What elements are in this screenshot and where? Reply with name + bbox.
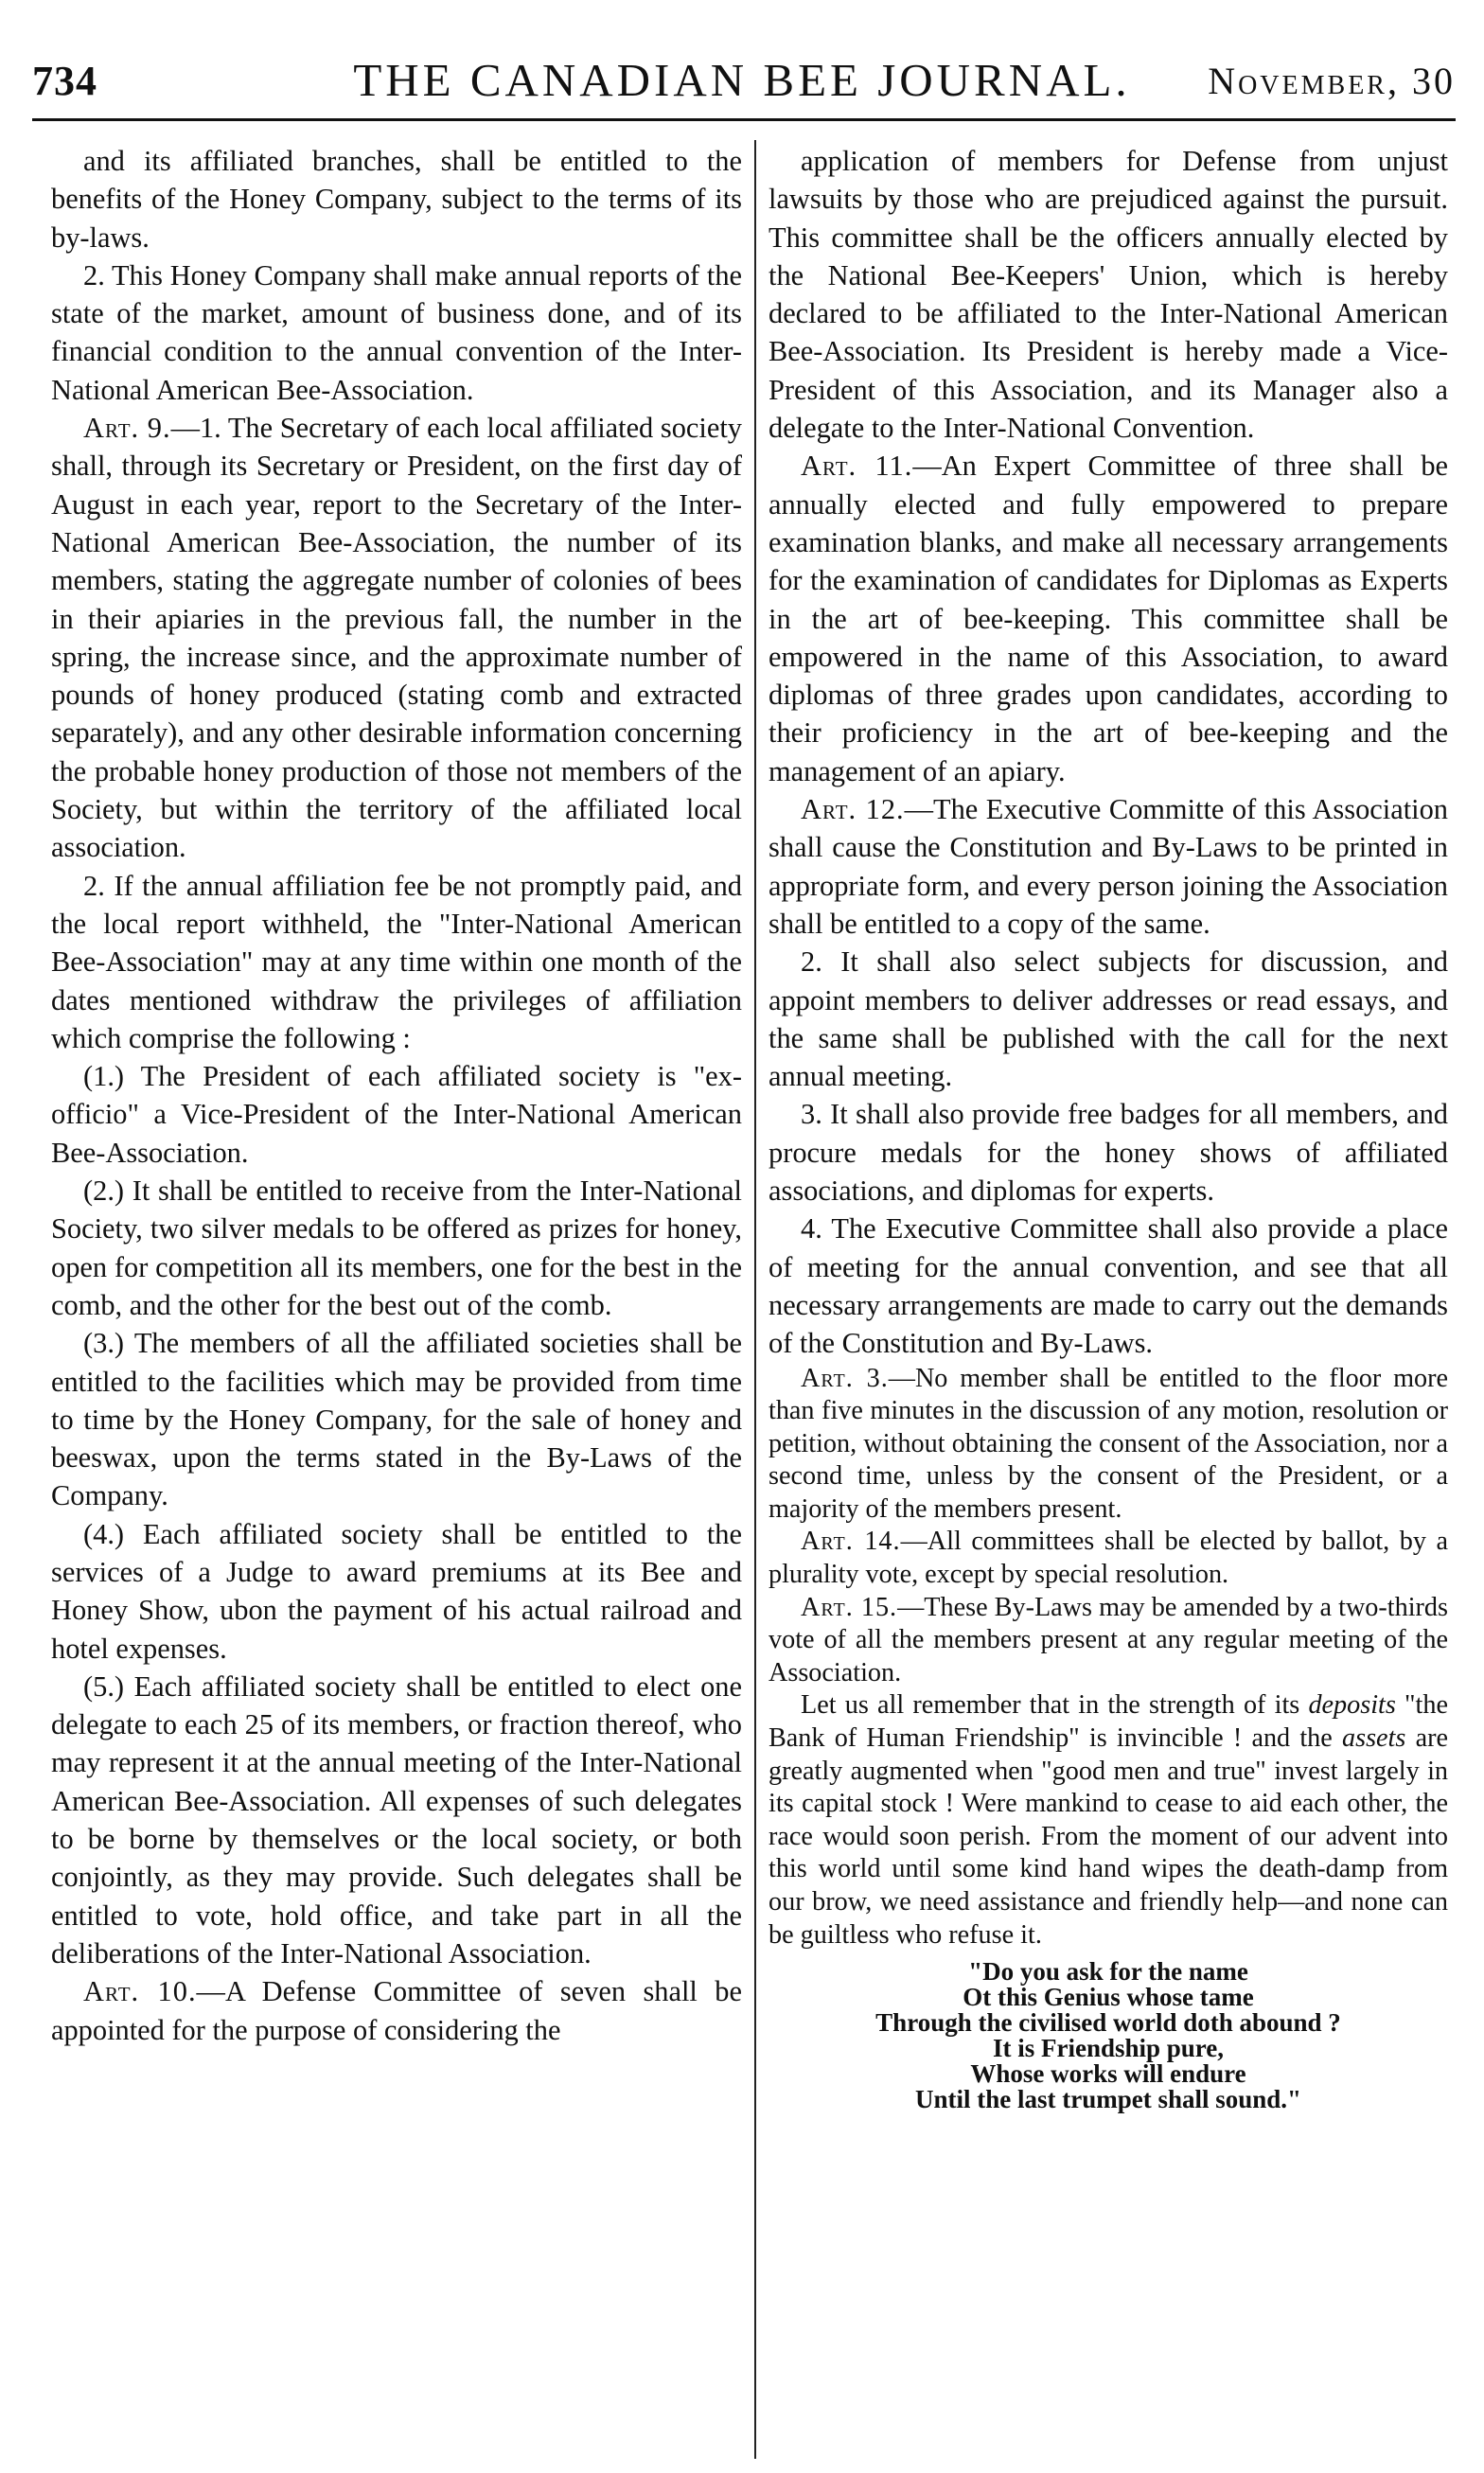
page-number: 734 [32, 58, 97, 104]
article-label: Art. 14. [801, 1527, 901, 1557]
paragraph [51, 142, 742, 256]
column-divider [754, 140, 756, 2459]
closing-text-after: are greatly augmented when "good men and true" invest largely in its capital stock ! Were mankind to cease to aid each other, the race would soon perish. From the moment of our advent into this world until some kind hand wipes the death-damp from our brow, we need assistance and friendly help—and none can be guiltless who refuse it. [768, 1723, 1448, 1950]
paragraph [51, 1668, 742, 1972]
poem-line: "Do you ask for the name [968, 1957, 1248, 1987]
paragraph [768, 1592, 1448, 1690]
article-label: Art. 10. [83, 1975, 197, 2008]
paragraph [51, 1172, 742, 1324]
journal-title: THE CANADIAN BEE JOURNAL. [353, 54, 1131, 106]
poem-line: Whose works will endure [970, 2059, 1246, 2089]
closing-paragraph [768, 1689, 1448, 1952]
paragraph [51, 1057, 742, 1172]
deposits-word: deposits [1308, 1690, 1396, 1721]
closing-text-middle: "the Bank of Human Friendship" is invincible ! and the [768, 1690, 1448, 1754]
article-label: Art. 11. [801, 450, 913, 483]
paragraph-text: 4. The Executive Committee shall also provide a place of meeting for the annual convention, and see that all necessary arrangements are made to carry out the demands of the Constitution and By-Laws. [768, 1212, 1448, 1360]
article-label: Art. 12. [801, 793, 905, 826]
paragraph [768, 142, 1448, 447]
paragraph-text: application of members for Defense from unjust lawsuits by those who are prejudiced against the pursuit. This committee shall be the officers annually elected by the National Bee-Keepers' Union, which is hereby declared to be affiliated to the Inter-National American Bee-Association. Its President is hereby made a Vice-President of this Association, and its Manager also a delegate to the Inter-National Convention. [768, 145, 1448, 445]
paragraph-text: —An Expert Committee of three shall be annually elected and fully empowered to prepare examination blanks, and make all necessary arrangements for the examination of candidates for Diplomas as Experts in the art of bee-keeping. This committee shall be empowered in the name of this Association, to award diplomas of three grades upon candidates, according to their proficiency in the art of bee-keeping and the management of an apiary. [768, 450, 1448, 787]
paragraph-text: —1. The Secretary of each local affiliated society shall, through its Secretary or President, on the first day of August in each year, report to the Secretary of the Inter-National American Bee-Association, the number of its members, stating the aggregate number of colonies of bees in their apiaries in the previous fall, the number in the spring, the increase since, and the approximate number of pounds of honey produced (stating comb and extracted separately), and any other desirable information concerning the probable honey production of those not members of the Society, but within the territory of the affiliated local association. [51, 412, 742, 864]
poem-line: Ot this Genius whose tame [963, 1983, 1254, 2012]
closing-text-before: Let us all remember that in the strength of its [801, 1690, 1309, 1721]
paragraph-text: —All committees shall be elected by ballot, by a plurality vote, except by special resolution. [768, 1527, 1448, 1590]
paragraph-text: 2. If the annual affiliation fee be not promptly paid, and the local report withheld, the "Inter-National American Bee-Association" may at any time within one month of the dates mentioned withdraw the privileges of affiliation which comprise the following : [51, 869, 742, 1054]
paragraph [768, 790, 1448, 943]
article-label: Art. 9. [83, 412, 171, 445]
paragraph-text: and its affiliated branches, shall be entitled to the benefits of the Honey Company, subject to the terms of its by-laws. [51, 145, 742, 254]
paragraph-text: (5.) Each affiliated society shall be entitled to elect one delegate to each 25 of its members, or fraction thereof, who may represent it at the annual meeting of the Inter-National American Bee-Association. All expenses of such delegates to be borne by themselves or the local society, or both conjointly, as they may provide. Such delegates shall be entitled to vote, hold office, and take part in all the deliberations of the Inter-National Association. [51, 1669, 742, 1970]
paragraph [51, 867, 742, 1057]
assets-word: assets [1342, 1723, 1406, 1754]
closing-poem [768, 1959, 1448, 2112]
paragraph [51, 409, 742, 867]
poem-line: It is Friendship pure, [992, 2034, 1225, 2063]
poem-line: Through the civilised world doth abound ? [875, 2008, 1341, 2038]
right-column [768, 142, 1448, 2470]
paragraph-text: —The Executive Committe of this Association shall cause the Constitution and By-Laws to be printed in appropriate form, and every person joining the Association shall be entitled to a copy of the same. [768, 793, 1448, 940]
paragraph-text: 2. It shall also select subjects for discussion, and appoint members to deliver addresses or read essays, and the same shall be published with the call for the next annual meeting. [768, 945, 1448, 1093]
paragraph-text: (2.) It shall be entitled to receive from the Inter-National Society, two silver medals to be offered as prizes for honey, open for competition all its members, one for the best in the comb, and the other for the best out of the comb. [51, 1175, 742, 1321]
article-label: Art. 15. [801, 1592, 898, 1622]
paragraph [51, 1324, 742, 1514]
paragraph-text: 2. This Honey Company shall make annual reports of the state of the market, amount of business done, and of its financial condition to the annual convention of the Inter-National American Bee-Association. [51, 258, 742, 406]
paragraph [51, 1972, 742, 2049]
paragraph-text: (1.) The President of each affiliated society is "ex-officio" a Vice-President of the Inter-National American Bee-Association. [51, 1060, 742, 1169]
paragraph [768, 1526, 1448, 1591]
paragraph-text: (4.) Each affiliated society shall be entitled to the services of a Judge to award premiums at its Bee and Honey Show, ubon the payment of his actual railroad and hotel expenses. [51, 1517, 742, 1665]
paragraph-text: —No member shall be entitled to the floor more than five minutes in the discussion of any motion, resolution or petition, without obtaining the consent of the Association, nor a second time, unless by the consent of the President, or a majority of the members present. [768, 1363, 1448, 1524]
issue-date: November, 30 [1208, 60, 1456, 102]
page-header [0, 0, 1484, 118]
paragraph [768, 1210, 1448, 1362]
poem-line: Until the last trumpet shall sound." [914, 2085, 1302, 2114]
paragraph-text: 3. It shall also provide free badges for all members, and procure medals for the honey shows of affiliated associations, and diplomas for experts. [768, 1098, 1448, 1208]
paragraph [768, 447, 1448, 790]
bylaws-small-print [768, 1363, 1448, 1690]
paragraph-text: (3.) The members of all the affiliated societies shall be entitled to the facilities which may be provided from time to time by the Honey Company, for the sale of honey and beeswax, upon the terms stated in the By-Laws of the Company. [51, 1327, 742, 1512]
paragraph [51, 256, 742, 409]
article-label: Art. 3. [801, 1363, 889, 1393]
paragraph [51, 1515, 742, 1668]
paragraph [768, 943, 1448, 1095]
paragraph [768, 1363, 1448, 1527]
paragraph-text: —These By-Laws may be amended by a two-thirds vote of all the members present at any regular meeting of the Association. [768, 1592, 1448, 1687]
paragraph [768, 1095, 1448, 1210]
header-rule [32, 118, 1456, 121]
left-column [51, 142, 742, 2470]
paragraph-text: —A Defense Committee of seven shall be appointed for the purpose of considering the [51, 1975, 742, 2046]
